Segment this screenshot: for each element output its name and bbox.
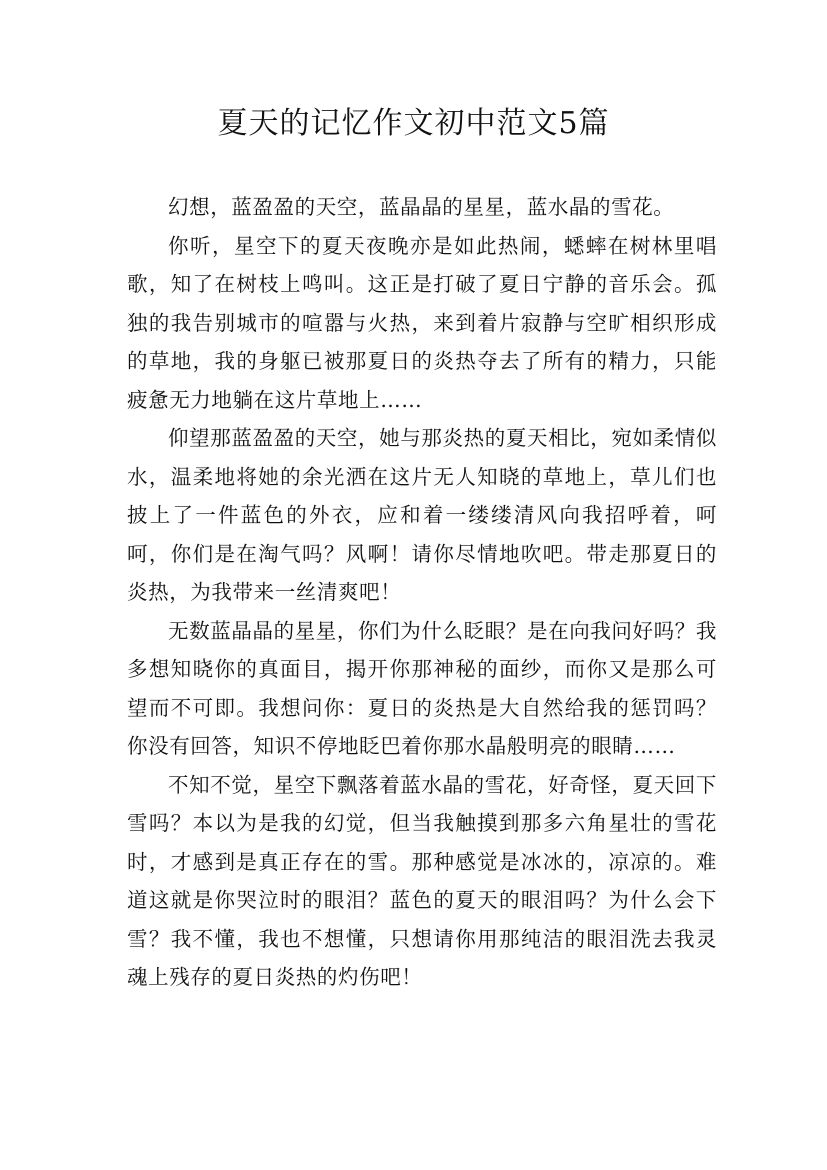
paragraph-4: 无数蓝晶晶的星星，你们为什么眨眼？是在向我问好吗？我多想知晓你的真面目，揭开你那神秘的面纱，而你又是那么可望而不可即。我想问你：夏日的炎热是大自然给我的惩罚吗？你没有回答，知识不停地眨巴着你那水晶般明亮的眼睛……	[127, 618, 717, 758]
article-body	[127, 188, 717, 997]
document-title: 夏天的记忆作文初中范文5篇	[217, 106, 610, 141]
paragraph-3: 仰望那蓝盈盈的天空，她与那炎热的夏天相比，宛如柔情似水，温柔地将她的余光洒在这片无人知晓的草地上，草儿们也披上了一件蓝色的外衣，应和着一缕缕清风向我招呼着，呵呵，你们是在淘气吗？风啊！请你尽情地吹吧。带走那夏日的炎热，为我带来一丝清爽吧！	[127, 426, 717, 604]
paragraph-5: 不知不觉，星空下飘落着蓝水晶的雪花，好奇怪，夏天回下雪吗？本以为是我的幻觉，但当我触摸到那多六角星壮的雪花时，才感到是真正存在的雪。那种感觉是冰冰的，凉凉的。难道这就是你哭泣时的眼泪？蓝色的夏天的眼泪吗？为什么会下雪？我不懂，我也不想懂，只想请你用那纯洁的眼泪洗去我灵魂上残存的夏日炎热的灼伤吧！	[127, 772, 717, 989]
paragraph-1: 幻想，蓝盈盈的天空，蓝晶晶的星星，蓝水晶的雪花。	[168, 195, 675, 219]
paragraph-2: 你听，星空下的夏天夜晚亦是如此热闹，蟋蟀在树林里唱歌，知了在树枝上鸣叫。这正是打破了夏日宁静的音乐会。孤独的我告别城市的喧嚣与火热，来到着片寂静与空旷相织形成的草地，我的身躯已被那夏日的炎热夺去了所有的精力，只能疲惫无力地躺在这片草地上……	[127, 233, 717, 412]
